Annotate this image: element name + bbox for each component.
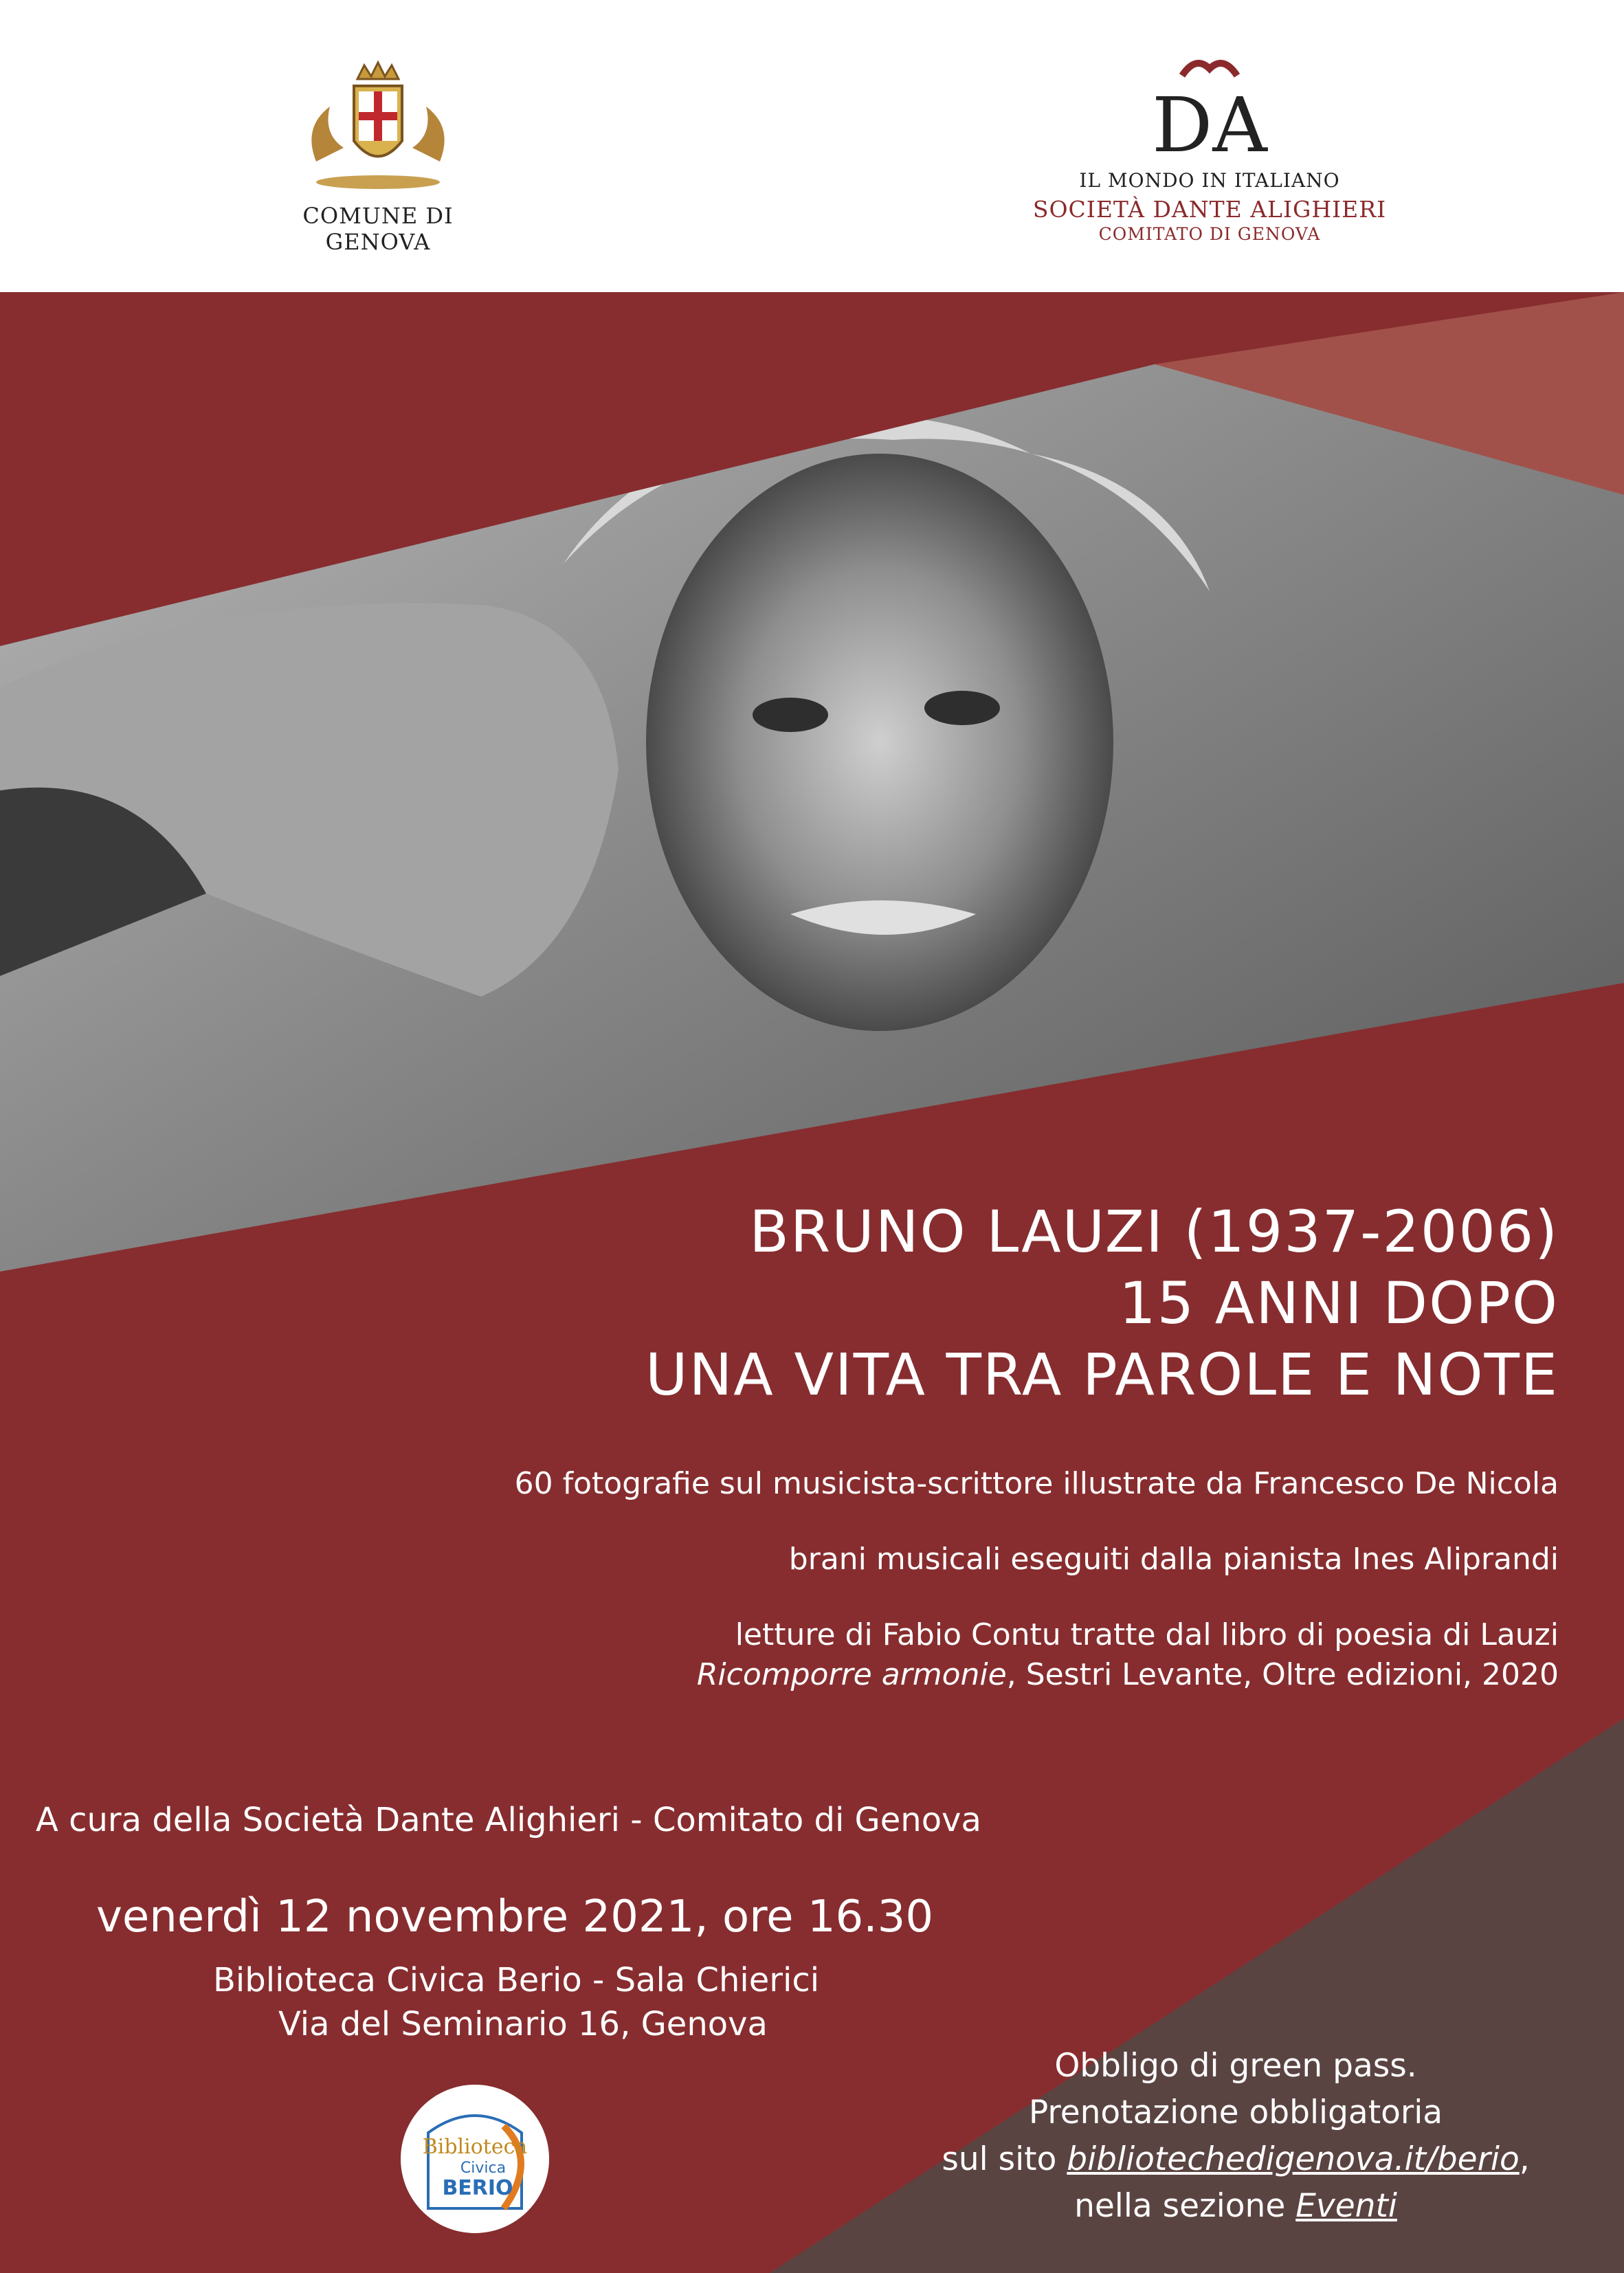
biblioteca-berio-logo (401, 2085, 549, 2233)
notice-green-pass: Obbligo di green pass. (1054, 2047, 1417, 2085)
readings-book-title: Ricomporre armonie (696, 1657, 1007, 1692)
library-logo-line-3: BERIO (442, 2176, 513, 2200)
curator-line: A cura della Società Dante Alighieri - Comitato di Genova (36, 1801, 981, 1839)
notice-section-prefix: nella sezione (1074, 2187, 1296, 2225)
events-section-link[interactable]: Eventi (1295, 2187, 1397, 2225)
music-detail: brani musicali eseguiti dalla pianista Ines Aliprandi (788, 1542, 1559, 1577)
biblioteca-berio-logo-icon (401, 2085, 549, 2233)
library-logo-line-1: Biblioteca (422, 2135, 528, 2159)
booking-notice (892, 2043, 1579, 2230)
title-line-2: 15 ANNI DOPO (1119, 1269, 1559, 1337)
event-date: venerdì 12 novembre 2021, ore 16.30 (96, 1892, 934, 1942)
notice-site-suffix: , (1519, 2140, 1530, 2178)
title-line-1: BRUNO LAUZI (1937-2006) (749, 1198, 1559, 1265)
readings-publisher: , Sestri Levante, Oltre edizioni, 2020 (1006, 1657, 1559, 1692)
readings-line-1: letture di Fabio Contu tratte dal libro di poesia di Lauzi (735, 1617, 1559, 1652)
title-line-3: UNA VITA TRA PAROLE E NOTE (645, 1341, 1559, 1408)
booking-site-link[interactable]: bibliotechedigenova.it/berio (1067, 2140, 1520, 2178)
portrait-photo (0, 344, 1624, 1306)
dante-motto: IL MONDO IN ITALIANO (1079, 169, 1340, 192)
event-address: Via del Seminario 16, Genova (278, 2005, 768, 2043)
event-venue: Biblioteca Civica Berio - Sala Chierici (213, 1961, 820, 1999)
dante-committee-name: COMITATO DI GENOVA (1098, 224, 1321, 244)
notice-booking: Prenotazione obbligatoria (1028, 2094, 1443, 2131)
library-logo-line-2: Civica (460, 2160, 507, 2177)
notice-site-prefix: sul sito (942, 2140, 1067, 2178)
comune-label: COMUNE DI GENOVA (302, 203, 454, 255)
dante-mark-text: DA (1152, 81, 1267, 158)
event-title (645, 1196, 1559, 1410)
readings-detail (697, 1615, 1559, 1695)
photos-detail: 60 fotografie sul musicista-scrittore illustrate da Francesco De Nicola (514, 1466, 1559, 1501)
dante-society-name: SOCIETÀ DANTE ALIGHIERI (1032, 196, 1387, 223)
